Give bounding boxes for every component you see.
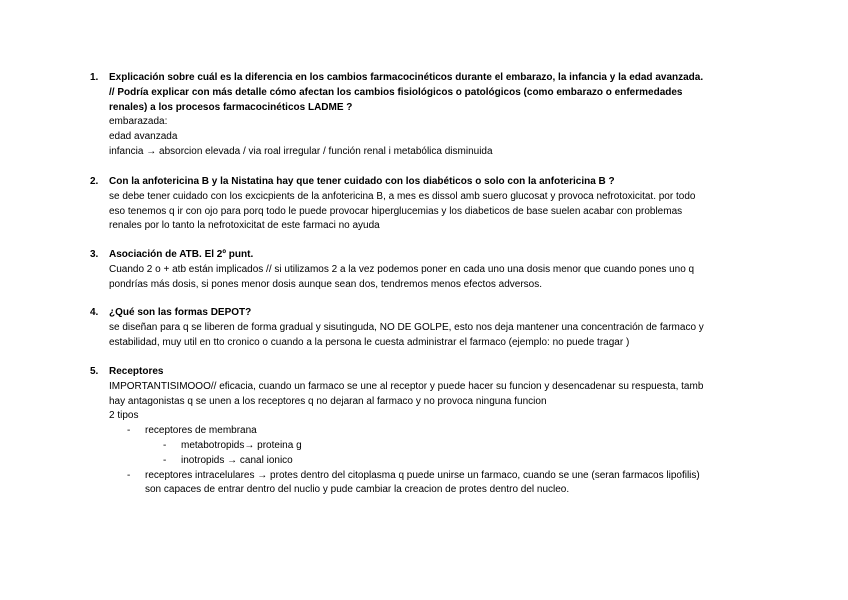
question-item-5 xyxy=(90,365,780,498)
sub-bullet-item xyxy=(109,454,780,469)
bullet-dash: - xyxy=(127,469,131,481)
item-number: 1. xyxy=(90,72,99,83)
answer-text: IMPORTANTISIMOOO// eficacia, cuando un farmaco se une al receptor y puede hacer su funcion y desencadenar su respuesta, tamb xyxy=(109,380,704,392)
types-label: 2 tipos xyxy=(109,410,139,422)
answer-text: infancia → absorcion elevada / via roal irregular / función renal i metabólica disminuida xyxy=(109,145,493,157)
sub-bullet-item xyxy=(109,439,780,454)
answer-text: Cuando 2 o + atb están implicados // si utilizamos 2 a la vez podemos poner en cada uno una dosis menor que cuando pones uno q xyxy=(109,263,695,275)
answer-text: estabilidad, muy util en tto cronico o cuando a la persona le cuesta administrar el farmaco (ejemplo: no puede tragar ) xyxy=(109,336,630,348)
item-number: 3. xyxy=(90,249,99,260)
question-text: Con la anfotericina B y la Nistatina hay que tener cuidado con los diabéticos o solo con la anfotericina B ? xyxy=(109,176,615,187)
answer-text: eso tenemos q ir con ojo para porq todo le puede provocar hiperglucemias y los diabeticos de base suelen acabar con problemas xyxy=(109,205,683,217)
answer-text: hay antagonistas q se unen a los receptores q no dejaran al farmaco y no provoca ninguna funcion xyxy=(109,395,547,407)
answer-text: se debe tener cuidado con los excicpients de la anfotericina B, a mes es dissol amb suero glucosat y provoca nefrotoxicitat. por todo xyxy=(109,190,696,202)
bullet-dash: - xyxy=(127,425,131,437)
question-text: Explicación sobre cuál es la diferencia en los cambios farmacocinéticos durante el embarazo, la infancia y la edad avanzada. xyxy=(109,72,704,83)
bullet-text: receptores intracelulares → protes dentro del citoplasma q puede unirse un farmaco, cuando se une (seran farmacos lipofilis) xyxy=(145,469,700,481)
answer-text: embarazada: xyxy=(109,116,168,128)
bullet-text: inotropids → canal ionico xyxy=(181,454,293,466)
bullet-item xyxy=(109,469,780,499)
question-text: Asociación de ATB. El 2º punt. xyxy=(109,249,254,260)
question-item-2 xyxy=(90,175,780,234)
question-item-1 xyxy=(90,71,780,160)
answer-text: pondrías más dosis, si pones menor dosis aunque sean dos, tendremos menos efectos adversos. xyxy=(109,278,543,290)
question-text: ¿Qué son las formas DEPOT? xyxy=(109,307,252,318)
question-item-3 xyxy=(90,248,780,292)
answer-text: edad avanzada xyxy=(109,131,178,143)
question-text: // Podría explicar con más detalle cómo afectan los cambios fisiológicos o patológicos (como embarazo o enfermedades xyxy=(109,86,683,98)
answer-text: se diseñan para q se liberen de forma gradual y sisutinguda, NO DE GOLPE, esto nos deja mantener una concentración de farmaco y xyxy=(109,321,704,333)
bullet-text: receptores de membrana xyxy=(145,425,257,437)
bullet-dash: - xyxy=(163,439,167,451)
item-number: 2. xyxy=(90,176,99,187)
answer-text: renales por lo tanto la nefrotoxicitat de este farmaci no ayuda xyxy=(109,220,380,232)
question-text: Receptores xyxy=(109,366,164,377)
item-number: 5. xyxy=(90,366,99,377)
bullet-dash: - xyxy=(163,454,167,466)
question-text: renales) a los procesos farmacocinéticos LADME ? xyxy=(109,101,353,113)
bullet-text: son capaces de entrar dentro del nuclio y pude cambiar la creacion de protes dentro del nucleo. xyxy=(145,484,570,496)
item-number: 4. xyxy=(90,307,99,318)
bullet-text: metabotropids→ proteina g xyxy=(181,439,302,451)
question-item-4 xyxy=(90,306,780,350)
bullet-item xyxy=(109,424,780,439)
